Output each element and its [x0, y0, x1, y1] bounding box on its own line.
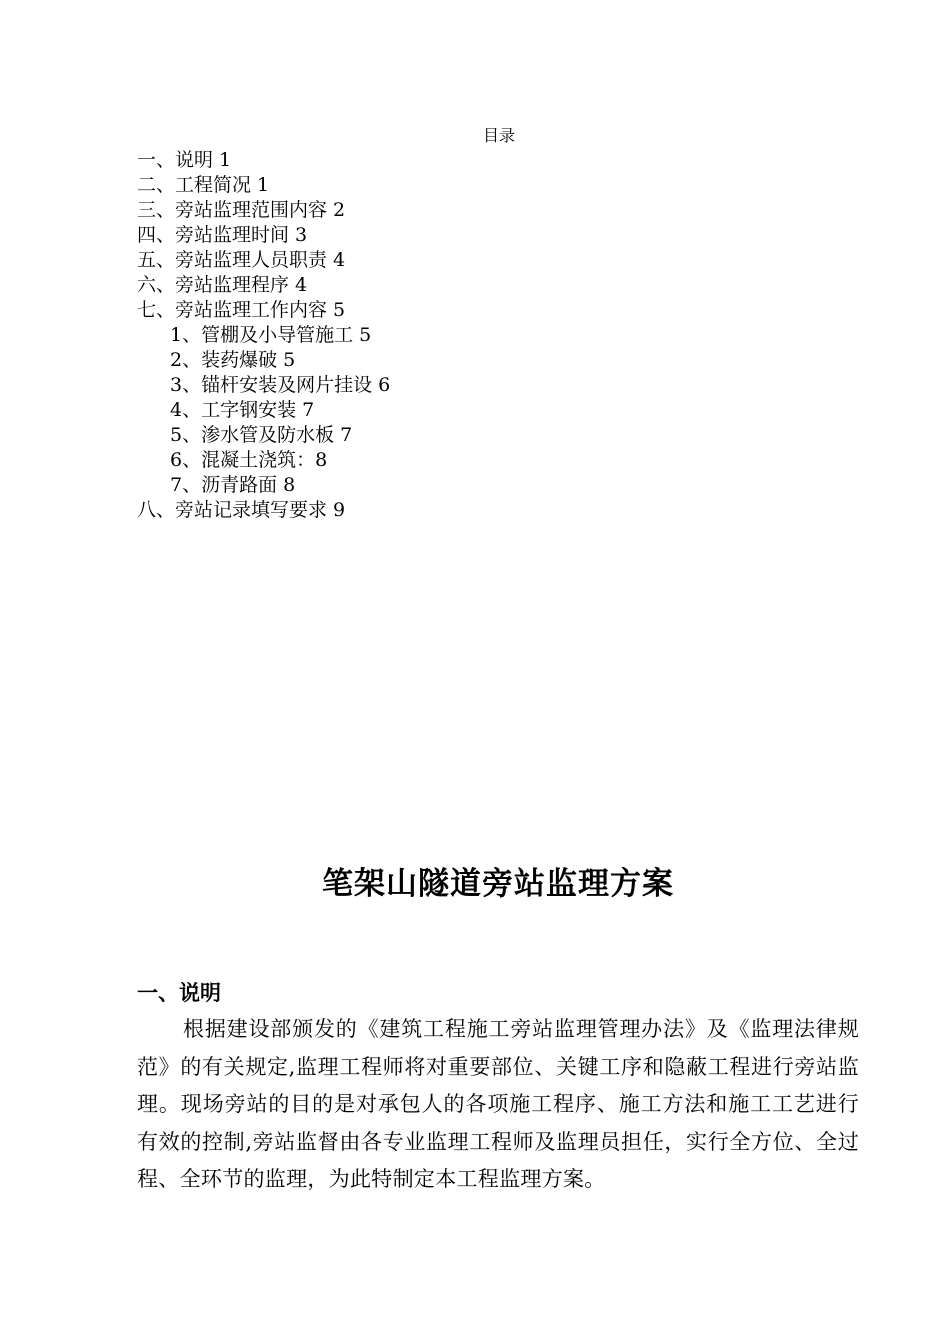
- toc-subitem[interactable]: 3、锚杆安装及网片挂设 6: [170, 374, 391, 396]
- toc-item[interactable]: 二、工程简况 1: [137, 174, 270, 196]
- toc-item[interactable]: 一、说明 1: [137, 149, 232, 171]
- toc-subitem[interactable]: 6、混凝土浇筑：8: [170, 449, 328, 471]
- toc-item[interactable]: 三、旁站监理范围内容 2: [137, 199, 346, 221]
- document-title: 笔架山隧道旁站监理方案: [322, 866, 674, 902]
- toc-subitem[interactable]: 2、装药爆破 5: [170, 349, 296, 371]
- toc-title: 目录: [482, 126, 515, 145]
- toc-subitem[interactable]: 1、管棚及小导管施工 5: [170, 324, 372, 346]
- section-paragraph: 根据建设部颁发的《建筑工程施工旁站监理管理办法》及《监理法律规范》的有关规定,监理工程师将对重要部位、关键工序和隐蔽工程进行旁站监理。现场旁站的目的是对承包人的各项施工程序、施工方法和施工工艺进行有效的控制,旁站监督由各专业监理工程师及监理员担任，实行全方位、全过程、全环节的监理，为此特制定本工程监理方案。: [137, 1017, 859, 1192]
- table-of-contents: [137, 148, 837, 523]
- toc-item[interactable]: 八、旁站记录填写要求 9: [137, 499, 346, 521]
- toc-item[interactable]: 七、旁站监理工作内容 5: [137, 299, 346, 321]
- toc-item[interactable]: 四、旁站监理时间 3: [137, 224, 308, 246]
- toc-subitem[interactable]: 7、沥青路面 8: [170, 474, 296, 496]
- toc-item[interactable]: 六、旁站监理程序 4: [137, 274, 308, 296]
- section-heading: 一、说明: [137, 981, 221, 1005]
- toc-subitem[interactable]: 4、工字钢安装 7: [170, 399, 315, 421]
- toc-subitem[interactable]: 5、渗水管及防水板 7: [170, 424, 353, 446]
- toc-item[interactable]: 五、旁站监理人员职责 4: [137, 249, 346, 271]
